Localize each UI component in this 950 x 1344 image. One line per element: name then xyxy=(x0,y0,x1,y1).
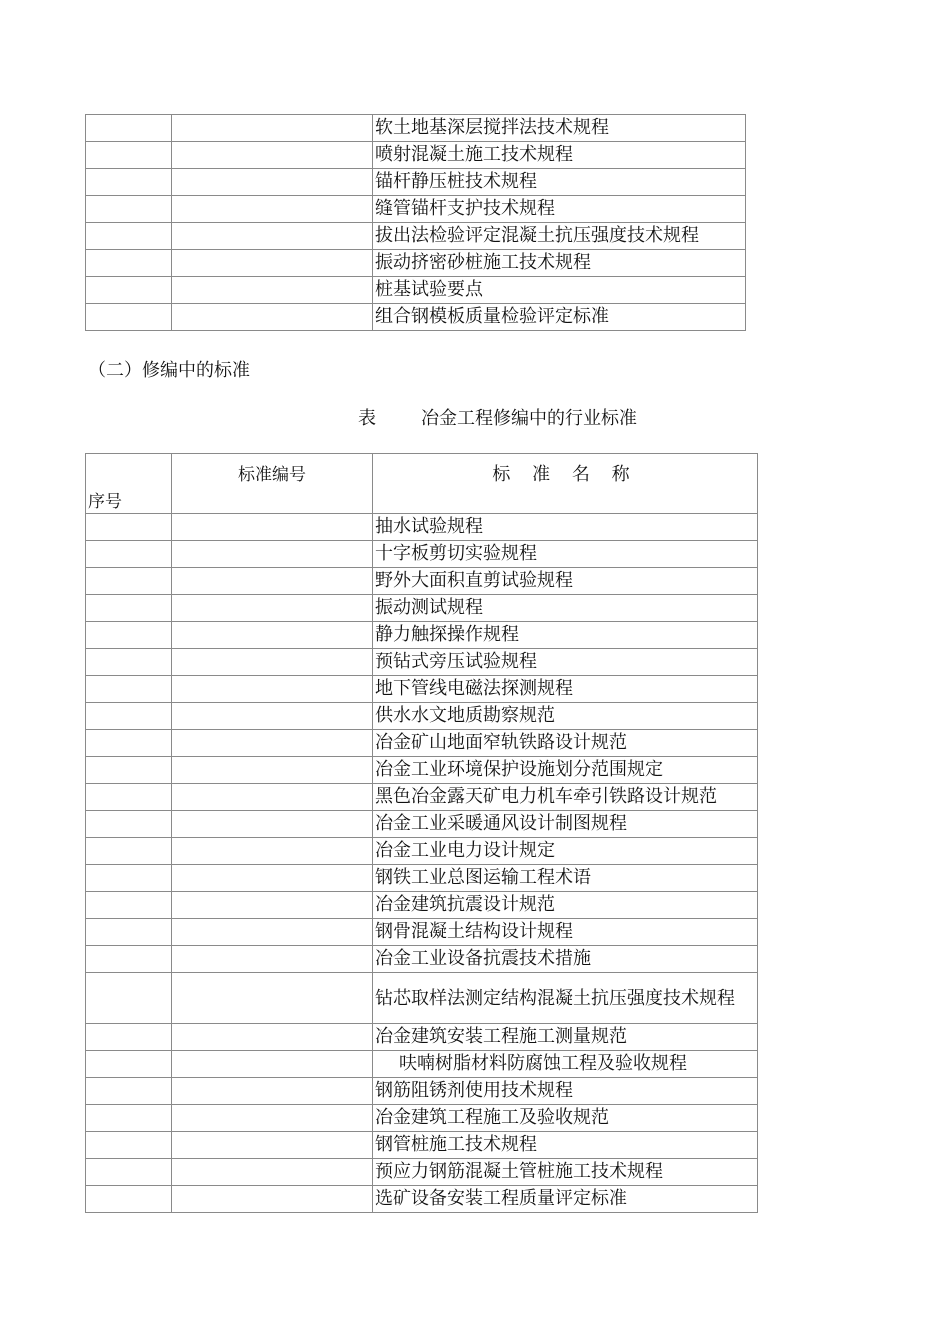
table-row xyxy=(86,1186,758,1213)
number-cell xyxy=(172,622,373,649)
name-cell: 预钻式旁压试验规程 xyxy=(373,649,758,676)
header-seq: 序号 xyxy=(86,454,172,514)
table-row xyxy=(86,595,758,622)
table-row xyxy=(86,1159,758,1186)
table-row xyxy=(86,784,758,811)
table-row xyxy=(86,865,758,892)
name-cell: 冶金矿山地面窄轨铁路设计规范 xyxy=(373,730,758,757)
table-row xyxy=(86,277,746,304)
name-cell: 钢铁工业总图运输工程术语 xyxy=(373,865,758,892)
table-row xyxy=(86,196,746,223)
name-cell: 软土地基深层搅拌法技术规程 xyxy=(373,115,746,142)
number-cell xyxy=(172,811,373,838)
seq-cell xyxy=(86,811,172,838)
number-cell xyxy=(172,223,373,250)
table-row xyxy=(86,622,758,649)
seq-cell xyxy=(86,676,172,703)
name-cell: 供水水文地质勘察规范 xyxy=(373,703,758,730)
number-cell xyxy=(172,1132,373,1159)
name-cell: 地下管线电磁法探测规程 xyxy=(373,676,758,703)
number-cell xyxy=(172,649,373,676)
table-row xyxy=(86,946,758,973)
number-cell xyxy=(172,169,373,196)
number-cell xyxy=(172,595,373,622)
number-cell xyxy=(172,277,373,304)
number-cell xyxy=(172,865,373,892)
number-cell xyxy=(172,703,373,730)
name-cell: 组合钢模板质量检验评定标准 xyxy=(373,304,746,331)
seq-cell xyxy=(86,1024,172,1051)
number-cell xyxy=(172,784,373,811)
name-cell: 冶金建筑抗震设计规范 xyxy=(373,892,758,919)
number-cell xyxy=(172,838,373,865)
name-cell: 选矿设备安装工程质量评定标准 xyxy=(373,1186,758,1213)
number-cell xyxy=(172,973,373,1024)
number-cell xyxy=(172,1105,373,1132)
seq-cell xyxy=(86,892,172,919)
name-cell: 冶金工业设备抗震技术措施 xyxy=(373,946,758,973)
table-row xyxy=(86,115,746,142)
name-cell: 钢管桩施工技术规程 xyxy=(373,1132,758,1159)
name-cell: 十字板剪切实验规程 xyxy=(373,541,758,568)
number-cell xyxy=(172,1078,373,1105)
number-cell xyxy=(172,919,373,946)
seq-cell xyxy=(86,115,172,142)
name-cell: 拔出法检验评定混凝土抗压强度技术规程 xyxy=(373,223,746,250)
seq-cell xyxy=(86,919,172,946)
seq-cell xyxy=(86,196,172,223)
number-cell xyxy=(172,946,373,973)
seq-cell xyxy=(86,838,172,865)
number-cell xyxy=(172,676,373,703)
name-cell: 冶金工业采暖通风设计制图规程 xyxy=(373,811,758,838)
seq-cell xyxy=(86,784,172,811)
name-cell: 冶金工业环境保护设施划分范围规定 xyxy=(373,757,758,784)
table-row xyxy=(86,838,758,865)
table-row xyxy=(86,811,758,838)
seq-cell xyxy=(86,223,172,250)
name-cell: 黑色冶金露天矿电力机车牵引铁路设计规范 xyxy=(373,784,758,811)
name-cell: 桩基试验要点 xyxy=(373,277,746,304)
header-name: 标 准 名 称 xyxy=(373,454,758,514)
table-row xyxy=(86,223,746,250)
name-cell: 呋喃树脂材料防腐蚀工程及验收规程 xyxy=(373,1051,758,1078)
number-cell xyxy=(172,250,373,277)
table-row xyxy=(86,514,758,541)
name-cell: 锚杆静压桩技术规程 xyxy=(373,169,746,196)
number-cell xyxy=(172,541,373,568)
seq-cell xyxy=(86,1105,172,1132)
seq-cell xyxy=(86,730,172,757)
name-cell: 振动挤密砂桩施工技术规程 xyxy=(373,250,746,277)
seq-cell xyxy=(86,142,172,169)
number-cell xyxy=(172,142,373,169)
name-cell: 喷射混凝土施工技术规程 xyxy=(373,142,746,169)
name-cell: 钢骨混凝土结构设计规程 xyxy=(373,919,758,946)
seq-cell xyxy=(86,973,172,1024)
table-caption-title: 冶金工程修编中的行业标准 xyxy=(421,408,637,429)
number-cell xyxy=(172,514,373,541)
name-cell: 冶金工业电力设计规定 xyxy=(373,838,758,865)
seq-cell xyxy=(86,277,172,304)
table-row xyxy=(86,169,746,196)
number-cell xyxy=(172,892,373,919)
seq-cell xyxy=(86,865,172,892)
name-cell: 冶金建筑安装工程施工测量规范 xyxy=(373,1024,758,1051)
number-cell xyxy=(172,757,373,784)
table-row xyxy=(86,730,758,757)
number-cell xyxy=(172,196,373,223)
table-row xyxy=(86,304,746,331)
name-cell: 静力触探操作规程 xyxy=(373,622,758,649)
seq-cell xyxy=(86,514,172,541)
table-row xyxy=(86,1051,758,1078)
completed-standards-table xyxy=(85,114,746,331)
number-cell xyxy=(172,730,373,757)
table-row xyxy=(86,568,758,595)
section-heading: （二）修编中的标准 xyxy=(88,360,250,381)
seq-cell xyxy=(86,169,172,196)
table-row xyxy=(86,250,746,277)
name-cell: 抽水试验规程 xyxy=(373,514,758,541)
seq-cell xyxy=(86,250,172,277)
table-header-row xyxy=(86,454,758,514)
seq-cell xyxy=(86,595,172,622)
name-cell: 野外大面积直剪试验规程 xyxy=(373,568,758,595)
table-row xyxy=(86,919,758,946)
table-row xyxy=(86,649,758,676)
name-cell: 预应力钢筋混凝土管桩施工技术规程 xyxy=(373,1159,758,1186)
seq-cell xyxy=(86,703,172,730)
table-row xyxy=(86,541,758,568)
number-cell xyxy=(172,1024,373,1051)
header-number: 标准编号 xyxy=(172,454,373,514)
name-cell: 冶金建筑工程施工及验收规范 xyxy=(373,1105,758,1132)
seq-cell xyxy=(86,1051,172,1078)
seq-cell xyxy=(86,304,172,331)
number-cell xyxy=(172,568,373,595)
table-row xyxy=(86,1024,758,1051)
number-cell xyxy=(172,115,373,142)
table-row xyxy=(86,703,758,730)
table-row xyxy=(86,142,746,169)
table-row xyxy=(86,892,758,919)
number-cell xyxy=(172,1051,373,1078)
table-row xyxy=(86,757,758,784)
table-row xyxy=(86,1105,758,1132)
table-row xyxy=(86,1078,758,1105)
seq-cell xyxy=(86,649,172,676)
number-cell xyxy=(172,304,373,331)
revision-standards-table xyxy=(85,453,758,1213)
seq-cell xyxy=(86,1159,172,1186)
table-caption-label: 表 xyxy=(358,408,376,429)
seq-cell xyxy=(86,622,172,649)
seq-cell xyxy=(86,946,172,973)
seq-cell xyxy=(86,541,172,568)
seq-cell xyxy=(86,568,172,595)
name-cell: 钢筋阻锈剂使用技术规程 xyxy=(373,1078,758,1105)
seq-cell xyxy=(86,1132,172,1159)
number-cell xyxy=(172,1159,373,1186)
seq-cell xyxy=(86,1186,172,1213)
table-row xyxy=(86,1132,758,1159)
number-cell xyxy=(172,1186,373,1213)
table-row xyxy=(86,676,758,703)
seq-cell xyxy=(86,1078,172,1105)
name-cell: 缝管锚杆支护技术规程 xyxy=(373,196,746,223)
table-row xyxy=(86,973,758,1024)
seq-cell xyxy=(86,757,172,784)
name-cell: 钻芯取样法测定结构混凝土抗压强度技术规程 xyxy=(373,973,758,1024)
name-cell: 振动测试规程 xyxy=(373,595,758,622)
